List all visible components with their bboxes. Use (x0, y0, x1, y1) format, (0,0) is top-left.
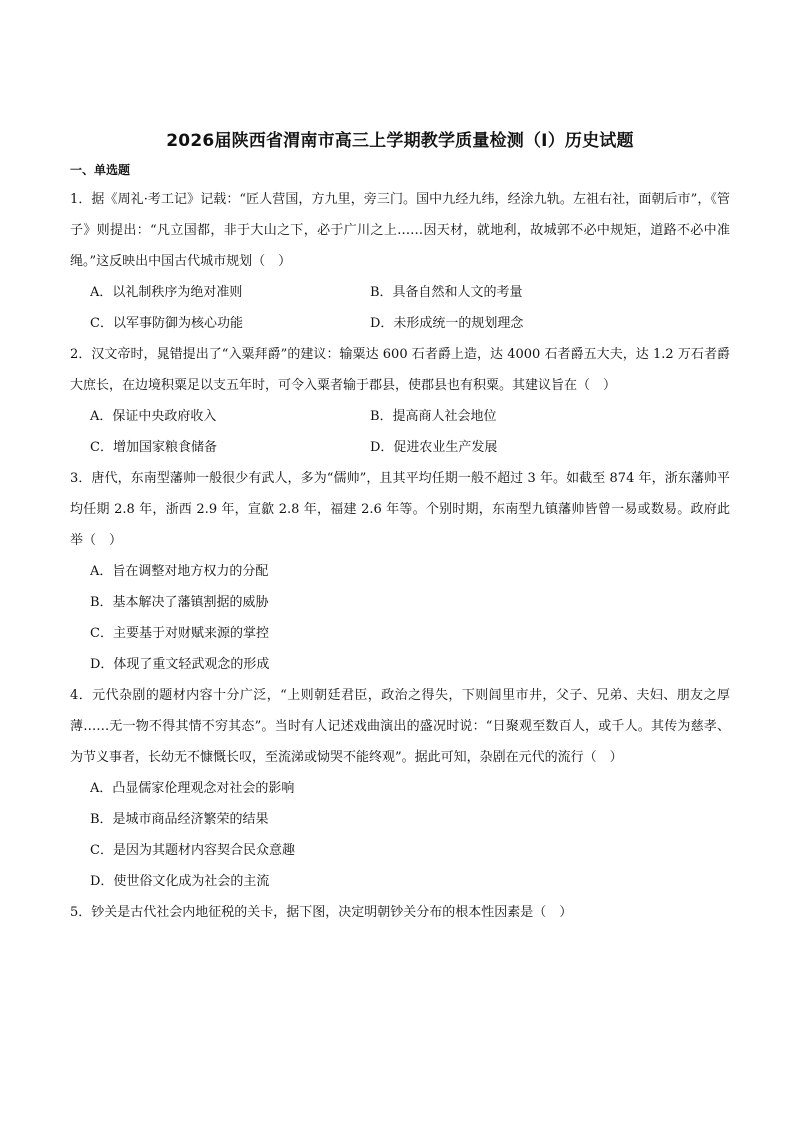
option-d: D．未形成统一的规划理念 (370, 316, 524, 331)
question-stem: 2．汉文帝时，晁错提出了“入粟拜爵”的建议：输粟达 600 石者爵上造，达 4000 石者爵五大夫，达 1.2 万石者爵大庶长，在边境积粟足以支五年时，可令入粟者输于郡县，使郡县也有积粟。其建议旨在（ ） (70, 347, 730, 393)
option-row (70, 401, 730, 432)
option-row (70, 432, 730, 463)
question-2 (70, 339, 730, 463)
option-d: D．促进农业生产发展 (370, 440, 498, 455)
option-row (70, 308, 730, 339)
option-b: B．提高商人社会地位 (370, 409, 497, 424)
question-1 (70, 184, 730, 339)
option-c: C．是因为其题材内容契合民众意趣 (90, 843, 295, 858)
option-a: A．凸显儒家伦理观念对社会的影响 (90, 781, 295, 796)
option-a: A．旨在调整对地方权力的分配 (90, 564, 269, 579)
option-d: D．体现了重文轻武观念的形成 (90, 657, 270, 672)
question-stem: 3．唐代，东南型藩帅一般很少有武人，多为“儒帅”，且其平均任期一般不超过 3 年。如截至 874 年，浙东藩帅平均任期 2.8 年，浙西 2.9 年，宣歙 2.8 年，福建 2.6 年等。个别时期，东南型九镇藩帅皆曾一易或数易。政府此举（ ） (70, 471, 730, 548)
exam-page (70, 126, 730, 928)
question-stem: 1．据《周礼·考工记》记载：“匠人营国，方九里，旁三门。国中九经九纬，经涂九轨。左祖右社，面朝后市”，《管子》则提出：“凡立国都，非于大山之下，必于广川之上……因天材，就地利，故城郭不必中规矩，道路不必中准绳。”这反映出中国古代城市规划（ ） (70, 192, 730, 269)
question-5 (70, 897, 730, 928)
option-a: A．以礼制秩序为绝对准则 (90, 285, 243, 300)
option-c: C．增加国家粮食储备 (90, 440, 217, 455)
section-heading: 一、单选题 (70, 163, 131, 177)
question-stem: 4．元代杂剧的题材内容十分广泛，“上则朝廷君臣，政治之得失，下则闾里市井，父子、兄弟、夫妇、朋友之厚薄……无一物不得其情不穷其态”。当时有人记述戏曲演出的盛况时说：“日聚观至数百人，或千人。其传为慈孝、为节义事者，长幼无不慷慨长叹，至流涕或恸哭不能终观”。据此可知，杂剧在元代的流行（ ） (70, 688, 730, 765)
option-b: B．具备自然和人文的考量 (370, 285, 523, 300)
option-a: A．保证中央政府收入 (90, 409, 217, 424)
option-row (70, 277, 730, 308)
option-c: C．以军事防御为核心功能 (90, 316, 243, 331)
option-d: D．使世俗文化成为社会的主流 (90, 874, 270, 889)
option-c: C．主要基于对财赋来源的掌控 (90, 626, 269, 641)
option-b: B．是城市商品经济繁荣的结果 (90, 812, 269, 827)
question-4 (70, 680, 730, 897)
question-stem: 5．钞关是古代社会内地征税的关卡，据下图，决定明朝钞关分布的根本性因素是（ ） (70, 905, 573, 920)
exam-title: 2026届陕西省渭南市高三上学期教学质量检测（Ⅰ）历史试题 (166, 131, 634, 151)
option-b: B．基本解决了藩镇割据的威胁 (90, 595, 269, 610)
question-3 (70, 463, 730, 680)
